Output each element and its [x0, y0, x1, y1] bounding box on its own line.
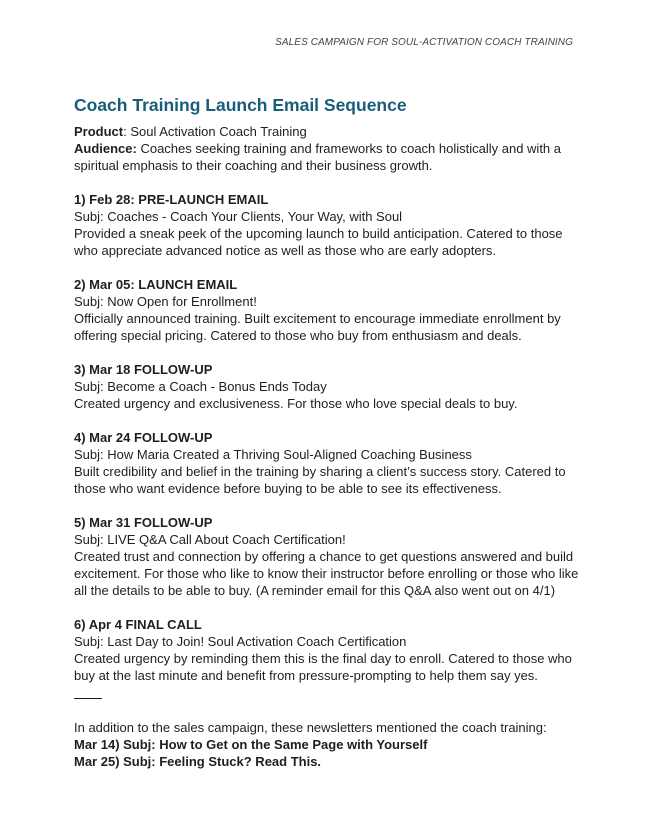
newsletter-item: Mar 25) Subj: Feeling Stuck? Read This.: [74, 754, 322, 769]
newsletter-item: Mar 14) Subj: How to Get on the Same Page with Yourself: [74, 737, 428, 752]
email-description: Created urgency and exclusiveness. For those who love special deals to buy.: [74, 396, 518, 411]
audience-value: Coaches seeking training and frameworks to coach holistically and with a spiritual emphasis to their coaching and their business growth.: [74, 141, 562, 173]
email-heading: 2) Mar 05: LAUNCH EMAIL: [74, 277, 238, 292]
document-body: [74, 93, 584, 770]
email-item: [74, 429, 584, 497]
email-item: [74, 361, 584, 412]
product-line: [74, 123, 584, 140]
email-heading: 3) Mar 18 FOLLOW-UP: [74, 362, 213, 377]
email-subject: Subj: Become a Coach - Bonus Ends Today: [74, 379, 327, 394]
product-value: : Soul Activation Coach Training: [123, 124, 307, 139]
email-item: [74, 616, 584, 684]
section-divider: [74, 698, 102, 699]
product-label: Product: [74, 124, 124, 139]
email-subject: Subj: Now Open for Enrollment!: [74, 294, 257, 309]
email-item: [74, 514, 584, 599]
email-heading: 6) Apr 4 FINAL CALL: [74, 617, 202, 632]
email-description: Provided a sneak peek of the upcoming launch to build anticipation. Catered to those who appreciate advanced notice as well as those who are early adopters.: [74, 226, 563, 258]
email-heading: 4) Mar 24 FOLLOW-UP: [74, 430, 213, 445]
audience-label: Audience:: [74, 141, 137, 156]
email-subject: Subj: LIVE Q&A Call About Coach Certification!: [74, 532, 346, 547]
email-item: [74, 276, 584, 344]
email-description: Officially announced training. Built excitement to encourage immediate enrollment by offering special pricing. Catered to those who buy from enthusiasm and deals.: [74, 311, 561, 343]
running-header: SALES CAMPAIGN FOR SOUL-ACTIVATION COACH TRAINING: [275, 37, 573, 48]
audience-line: [74, 140, 584, 174]
email-subject: Subj: Coaches - Coach Your Clients, Your Way, with Soul: [74, 209, 403, 224]
email-heading: 5) Mar 31 FOLLOW-UP: [74, 515, 213, 530]
email-item: [74, 191, 584, 259]
email-description: Created urgency by reminding them this is the final day to enroll. Catered to those who buy at the last minute and benefit from pressure-prompting to help them say yes.: [74, 651, 572, 683]
email-subject: Subj: How Maria Created a Thriving Soul-Aligned Coaching Business: [74, 447, 472, 462]
email-subject: Subj: Last Day to Join! Soul Activation Coach Certification: [74, 634, 407, 649]
email-heading: 1) Feb 28: PRE-LAUNCH EMAIL: [74, 192, 269, 207]
newsletter-intro: In addition to the sales campaign, these newsletters mentioned the coach training:: [74, 720, 547, 735]
document-title: Coach Training Launch Email Sequence: [74, 95, 407, 115]
email-description: Built credibility and belief in the training by sharing a client’s success story. Catered to those who want evidence before buying to be able to see its effectiveness.: [74, 464, 566, 496]
email-description: Created trust and connection by offering a chance to get questions answered and build excitement. For those who like to know their instructor before enrolling or those who like all the details to be able to buy. (A reminder email for this Q&A also went out on 4/1): [74, 549, 579, 598]
